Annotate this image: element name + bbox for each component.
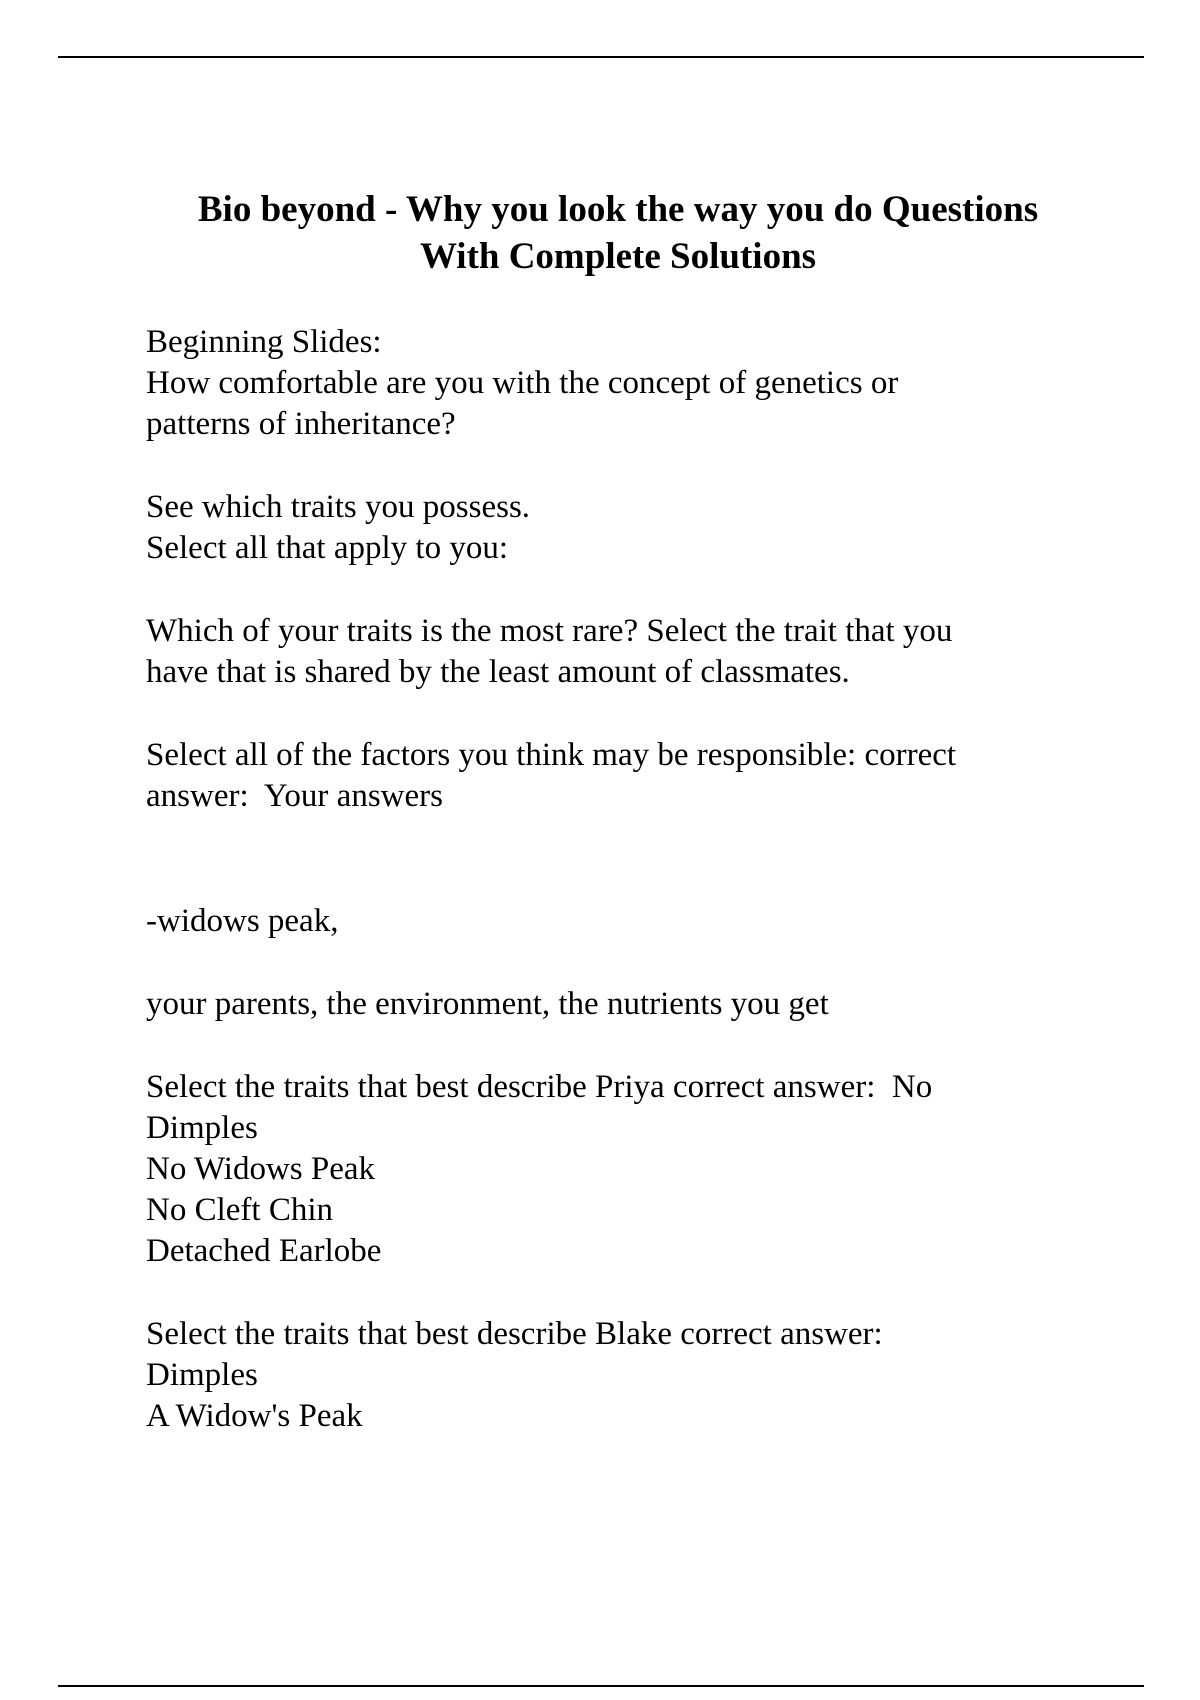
text-line: See which traits you possess. [146, 489, 531, 525]
text-line: answer: Your answers [146, 778, 443, 814]
text-line: Detached Earlobe [146, 1233, 382, 1269]
document-body [146, 322, 1066, 1479]
text-line: have that is shared by the least amount of classmates. [146, 654, 850, 690]
question-block-blake [146, 1314, 1066, 1437]
text-line: A Widow's Peak [146, 1398, 363, 1434]
text-line: Which of your traits is the most rare? Select the trait that you [146, 613, 953, 649]
text-line: -widows peak, [146, 903, 339, 939]
title-line-1: Bio beyond - Why you look the way you do Questions [197, 189, 1039, 230]
text-line: Select the traits that best describe Priya correct answer: No [146, 1069, 933, 1105]
answer-block-widows-peak [146, 901, 1066, 942]
bottom-rule [58, 1685, 1144, 1687]
text-line: No Cleft Chin [146, 1192, 333, 1228]
text-line: patterns of inheritance? [146, 406, 456, 442]
text-line: Select the traits that best describe Blake correct answer: [146, 1316, 883, 1352]
text-line: No Widows Peak [146, 1151, 376, 1187]
question-block-factors [146, 735, 1066, 817]
question-block-rare-trait [146, 611, 1066, 693]
question-block-traits-possess [146, 487, 1066, 569]
title-line-2: With Complete Solutions [419, 236, 817, 277]
text-line: How comfortable are you with the concept of genetics or [146, 365, 899, 401]
text-line: Dimples [146, 1110, 258, 1146]
page-title [120, 186, 1116, 280]
text-line: Dimples [146, 1357, 258, 1393]
answer-block-factors [146, 984, 1066, 1025]
question-block-priya [146, 1067, 1066, 1272]
top-rule [58, 56, 1144, 58]
question-block-beginning-slides [146, 322, 1066, 445]
text-line: Select all of the factors you think may be responsible: correct [146, 737, 957, 773]
text-line: your parents, the environment, the nutrients you get [146, 986, 829, 1022]
text-line: Select all that apply to you: [146, 530, 509, 566]
text-line: Beginning Slides: [146, 324, 382, 360]
